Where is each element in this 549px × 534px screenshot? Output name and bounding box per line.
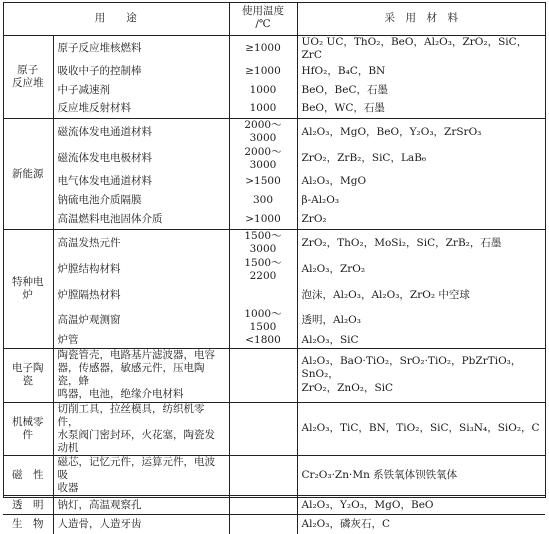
material-cell: UO₂ UC，ThO₂，BeO，Al₂O₃，ZrO₂，SiC，ZrC	[297, 35, 545, 62]
temperature-cell: 300	[229, 191, 297, 210]
material-cell: Al₂O₃，Y₂O₃，MgO，BeO	[297, 496, 545, 515]
category-cell: 机械零件	[3, 402, 53, 456]
table-row	[3, 191, 545, 210]
category-cell: 磁 性	[3, 456, 53, 496]
use-cell: 陶瓷管壳，电路基片滤波器，电容 器，传感器，敏感元件，压电陶瓷，蜂 鸣器，电池，绝缘介电材料	[53, 348, 229, 402]
table-row	[3, 210, 545, 230]
temperature-cell	[229, 456, 297, 496]
table-row	[3, 283, 545, 308]
table-row	[3, 456, 545, 496]
table-row	[3, 348, 545, 402]
header-temp: 使用温度 /℃	[229, 2, 297, 35]
table-row	[3, 172, 545, 191]
material-cell: BeO，WC，石墨	[301, 102, 385, 115]
material-cell: Al₂O₃，磷灰石，C	[297, 515, 545, 534]
use-cell: 炉膛隔热材料	[57, 288, 121, 301]
use-cell: 反应堆反射材料	[57, 102, 131, 115]
temperature-cell	[229, 283, 297, 308]
category-cell: 特种电炉	[3, 230, 53, 348]
table-row	[3, 62, 545, 81]
material-cell: Al₂O₃，BaO·TiO₂，SrO₂·TiO₂，PbZrTiO₃，SnO₂， ZrO₂，ZnO₂，SiC	[297, 348, 545, 402]
temperature-cell: 2000～3000	[229, 146, 297, 172]
material-cell: Al₂O₃，MgO，BeO，Y₂O₃，ZrSrO₃	[297, 119, 545, 146]
use-cell: 磁流体发电电极材料	[57, 152, 152, 165]
table-row	[3, 515, 545, 534]
category-cell: 透 明	[3, 496, 53, 515]
use-cell: 钠硫电池介质隔膜	[57, 193, 142, 206]
use-cell: 切削工具，拉丝模具，纺织机零件， 水泵阀门密封环，火花塞，陶瓷发动机	[53, 402, 229, 456]
material-cell: BeO，BeC，石墨	[301, 83, 389, 96]
material-cell: Al₂O₃，MgO	[301, 174, 367, 187]
table-row	[3, 334, 545, 348]
temperature-cell	[229, 402, 297, 456]
temperature-cell: ≥1000	[229, 62, 297, 81]
temperature-cell: 2000～3000	[229, 119, 297, 146]
header-row	[3, 2, 545, 35]
table-row	[3, 119, 545, 146]
category-cell: 电子陶瓷	[3, 348, 53, 402]
material-cell: Al₂O₃，TiC，BN，TiO₂，SiC，Si₃N₄，SiO₂，C	[297, 402, 545, 456]
use-cell: 吸收中子的控制棒	[57, 64, 142, 77]
use-cell: 磁流体发电通道材料	[53, 119, 229, 146]
temperature-cell	[229, 515, 297, 534]
temperature-cell: >1000	[229, 210, 297, 230]
use-cell: 钠灯，高温观察孔	[53, 496, 229, 515]
header-material: 采 用 材 料	[297, 2, 545, 35]
use-cell: 高温燃料电池固体介质	[57, 212, 163, 225]
use-cell: 炉管	[57, 334, 79, 347]
use-cell: 中子减速剂	[57, 83, 110, 96]
header-use: 用 途	[3, 2, 229, 35]
material-cell: ZrO₂，ZrB₂，SiC，LaB₆	[301, 152, 427, 165]
table-row	[3, 100, 545, 119]
material-cell: 透明，Al₂O₃	[301, 314, 361, 327]
category-cell: 新能源	[3, 119, 53, 230]
material-cell: Cr₂O₃·Zn·Mn 系铁氧体钡铁氧体	[297, 456, 545, 496]
material-cell: 泡沫，Al₂O₃，Al₂O₃，ZrO₂ 中空球	[301, 288, 470, 301]
use-cell: 电气体发电通道材料	[57, 174, 152, 187]
table-row	[3, 146, 545, 172]
temperature-cell: 1000	[229, 81, 297, 100]
table-row	[3, 81, 545, 100]
use-cell: 高温发热元件	[53, 230, 229, 257]
table-row	[3, 257, 545, 283]
temperature-cell: ≥1000	[229, 35, 297, 62]
material-cell: Al₂O₃，ZrO₂	[301, 263, 366, 276]
temperature-cell: 1500～2200	[229, 257, 297, 283]
temperature-cell: >1500	[229, 172, 297, 191]
use-cell: 炉膛结构材料	[57, 263, 121, 276]
material-cell: ZrO₂，ThO₂，MoSi₂，SiC，ZrB₂，石墨	[297, 230, 545, 257]
table-row	[3, 230, 545, 257]
material-cell: Al₂O₃，SiC	[301, 334, 359, 347]
table-row	[3, 402, 545, 456]
temperature-cell: 1500～3000	[229, 230, 297, 257]
temperature-cell: <1800	[229, 334, 297, 348]
category-cell: 原子 反应堆	[3, 35, 53, 119]
material-cell: HfO₂，B₄C，BN	[301, 64, 386, 77]
temperature-cell: 1000～1500	[229, 308, 297, 334]
material-cell: β-Al₂O₃	[301, 193, 340, 206]
table-row	[3, 308, 545, 334]
ceramic-materials-table	[3, 2, 545, 534]
material-cell: ZrO₂	[301, 212, 327, 225]
use-cell: 人造骨，人造牙齿	[53, 515, 229, 534]
use-cell: 磁芯，记忆元件，运算元件，电波吸 收器	[53, 456, 229, 496]
use-cell: 高温炉观测窗	[57, 314, 121, 327]
category-cell: 生 物	[3, 515, 53, 534]
temperature-cell	[229, 348, 297, 402]
table-body	[3, 35, 545, 534]
temperature-cell: 1000	[229, 100, 297, 119]
use-cell: 原子反应堆核燃料	[53, 35, 229, 62]
table-row	[3, 35, 545, 62]
